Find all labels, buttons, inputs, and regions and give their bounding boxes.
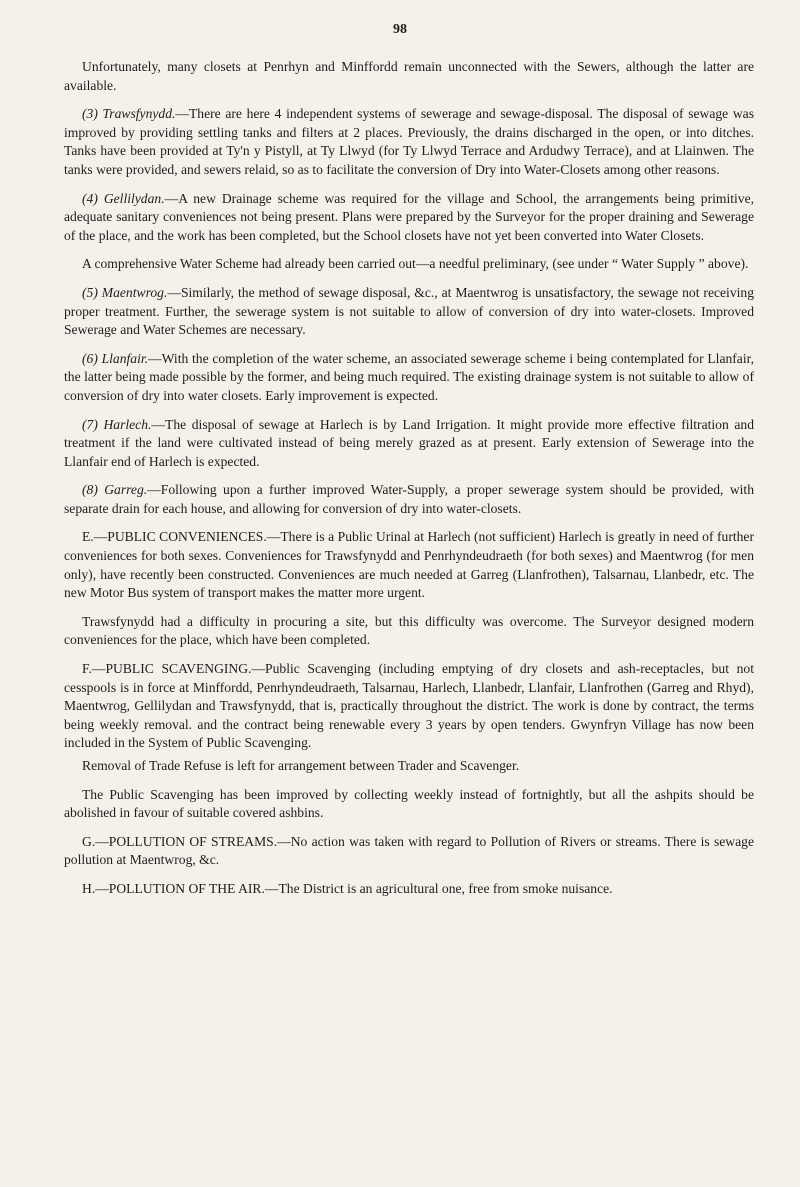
paragraph-trawsfynydd xyxy=(64,105,754,179)
paragraph-harlech xyxy=(64,416,754,472)
paragraph-garreg xyxy=(64,481,754,518)
section-pollution-air: H.—POLLUTION OF THE AIR.—The District is an agricultural one, free from smoke nuisance. xyxy=(82,880,613,896)
heading-garreg: (8) Garreg. xyxy=(82,482,148,498)
text-llanfair: —With the completion of the water scheme, an associated sewerage scheme i being contemplated for Llanfair, the latter being made possible by the former, and being much required. The existing drainage system is not suitable to allow of conversion of dry into water closets. Early improvement is expected. xyxy=(64,350,754,403)
paragraph-trade-refuse: Removal of Trade Refuse is left for arrangement between Trader and Scavenger. xyxy=(82,758,520,773)
text-garreg: —Following upon a further improved Water-Supply, a proper sewerage system should be provided, with separate drain for each house, and allowing for conversion of dry into water-closets. xyxy=(64,482,754,516)
paragraph-water-scheme: A comprehensive Water Scheme had already been carried out—a needful preliminary, (see under “ Water Supply ” above). xyxy=(82,256,749,272)
heading-trawsfynydd: (3) Trawsfynydd. xyxy=(82,106,176,122)
text-harlech: —The disposal of sewage at Harlech is by Land Irrigation. It might provide more effective filtration and treatment if the land were cultivated instead of being merely grazed as at present. Early extension of Sewerage into the Llanfair end of Harlech is expected. xyxy=(64,416,754,469)
paragraph-maentwrog xyxy=(64,284,754,340)
paragraph-scavenging-improved: The Public Scavenging has been improved by collecting weekly instead of fortnightly, but all the ashpits should be abolished in favour of suitable covered ashbins. xyxy=(64,786,754,821)
text-trawsfynydd: —There are here 4 independent systems of sewerage and sewage-disposal. The disposal of sewage was improved by providing settling tanks and filters at 2 places. Previously, the drains discharged in the open, or into ditches. Tanks have been provided at Ty'n y Pistyll, at Ty Llwyd (for Ty Llwyd Terrace and Ardudwy Terrace), and at Llainwen. The tanks were provided, and sewers relaid, so as to facilitate the conversion of Dry into Water-Closets among other reasons. xyxy=(64,106,754,177)
section-public-conveniences: E.—PUBLIC CONVENIENCES.—There is a Public Urinal at Harlech (not sufficient) Harlech is greatly in need of further conveniences for both sexes. Conveniences for Trawsfynydd and Penrhyndeudraeth (for both sexes) and Maentwrog (for men only), have recently been constructed. Conveniences are much needed at Garreg (Llanfrothen), Talsarnau, Llanbedr, etc. The new Motor Bus system of transport makes the matter more urgent. xyxy=(64,529,754,601)
text-maentwrog: —Similarly, the method of sewage disposal, &c., at Maentwrog is unsatisfactory, the sewage not receiving proper treatment. Further, the sewerage system is not suitable to allow of conversion of dry into water-closets. Improved Sewerage and Water Schemes are necessary. xyxy=(64,284,754,338)
heading-llanfair: (6) Llanfair. xyxy=(82,350,149,366)
paragraph-gellilydan xyxy=(64,190,754,246)
paragraph-trawsfynydd-conveniences: Trawsfynydd had a difficulty in procuring a site, but this difficulty was overcome. The Surveyor designed modern conveniences for the place, which have been completed. xyxy=(64,613,754,648)
heading-gellilydan: (4) Gellilydan. xyxy=(82,190,165,206)
page-number: 98 xyxy=(393,22,407,37)
heading-harlech: (7) Harlech. xyxy=(82,416,152,432)
paragraph-sewers-intro: Unfortunately, many closets at Penrhyn and Minffordd remain unconnected with the Sewers, although the latter are available. xyxy=(64,59,754,93)
heading-maentwrog: (5) Maentwrog. xyxy=(82,284,168,300)
section-public-scavenging: F.—PUBLIC SCAVENGING.—Public Scavenging (including emptying of dry closets and ash-receptacles, but not cesspools is in force at Minffordd, Penrhyndeudraeth, Talsarnau, Harlech, Llanbedr, Llanfair, Llanfrothen (Garreg and Rhyd), Maentwrog, Gellilydan and Trawsfynydd, that is, practically throughout the district. The work is done by contract, the terms being weekly removal. and the contract being renewable every 3 years by open tenders. Gwynfryn Village has now been included in the System of Public Scavenging. xyxy=(64,661,754,751)
section-pollution-streams: G.—POLLUTION OF STREAMS.—No action was taken with regard to Pollution of Rivers or streams. There is sewage pollution at Maentwrog, &c. xyxy=(64,833,754,868)
paragraph-llanfair xyxy=(64,350,754,406)
text-gellilydan: —A new Drainage scheme was required for the village and School, the arrangements being primitive, adequate sanitary conveniences not being present. Plans were prepared by the Surveyor for the proper draining and Sewerage of the place, and the work has been completed, but the School closets have not yet been converted into Water Closets. xyxy=(64,190,755,243)
document-body xyxy=(64,58,754,909)
